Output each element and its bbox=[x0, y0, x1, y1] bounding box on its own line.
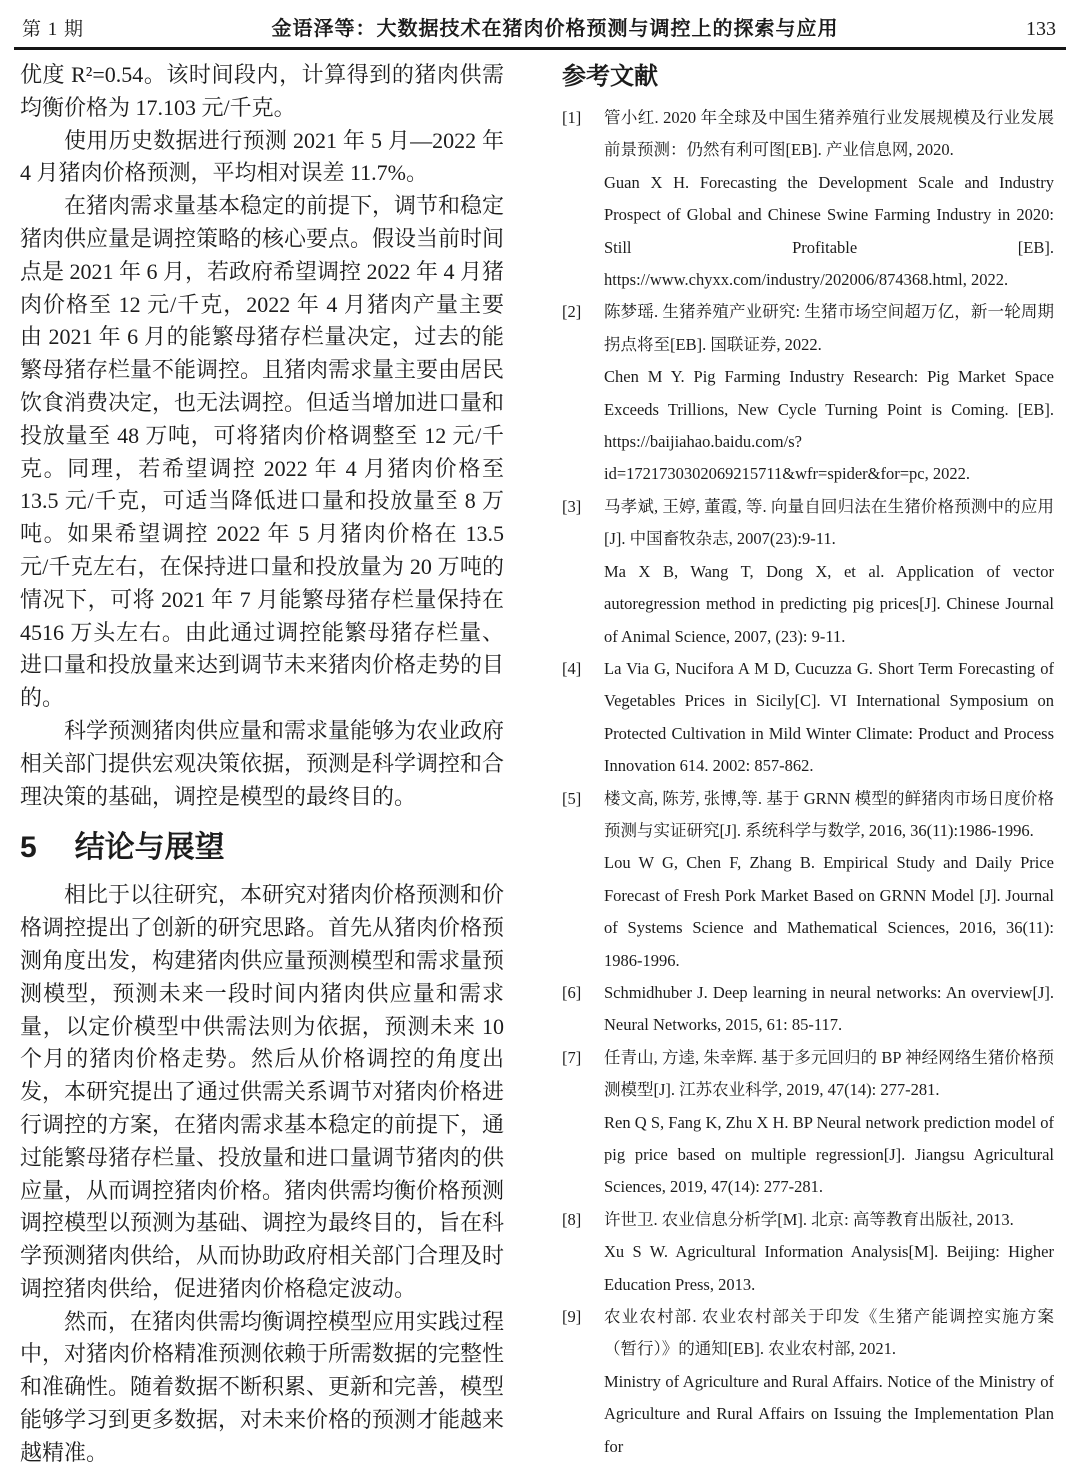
reference-body bbox=[604, 1301, 1054, 1463]
reference-item bbox=[562, 491, 1054, 653]
section-heading bbox=[20, 828, 504, 868]
references-heading: 参考文献 bbox=[562, 63, 658, 90]
reference-text-zh: 许世卫. 农业信息分析学[M]. 北京: 高等教育出版社, 2013. bbox=[604, 1209, 1014, 1229]
reference-number: [9] bbox=[562, 1307, 582, 1327]
reference-item bbox=[562, 102, 1054, 296]
reference-body bbox=[604, 653, 1054, 783]
page-number: 133 bbox=[1026, 18, 1056, 40]
running-title: 金语泽等：大数据技术在猪肉价格预测与调控上的探索与应用 bbox=[271, 18, 839, 40]
reference-body bbox=[604, 296, 1054, 490]
reference-text-zh: 管小红. 2020 年全球及中国生猪养殖行业发展规模及行业发展前景预测：仍然有利可图[EB]. 产业信息网, 2020. bbox=[604, 108, 1054, 160]
reference-text-zh: 马孝斌, 王婷, 董霞, 等. 向量自回归法在生猪价格预测中的应用[J]. 中国畜牧杂志, 2007(23):9-11. bbox=[604, 496, 1054, 549]
reference-text-en: Xu S W. Agricultural Information Analysis[M]. Beijing: Higher Education Press, 2013. bbox=[604, 1242, 1054, 1294]
reference-text-en: Ma X B, Wang T, Dong X, et al. Application of vector autoregression method in predicting pig prices[J]. Chinese Journal of Animal Science, 2007, (23): 9-11. bbox=[604, 561, 1054, 646]
reference-text-en: La Via G, Nucifora A M D, Cucuzza G. Short Term Forecasting of Vegetables Prices in Sicily[C]. VI International Symposium on Protected Cultivation in Mild Winter Climate: Product and Process Innovation 614. 2002: 857-862. bbox=[604, 658, 1054, 776]
reference-item bbox=[562, 977, 1054, 1042]
reference-text-en: Chen M Y. Pig Farming Industry Research: Pig Market Space Exceeds Trillions, New Cycle Turning Point is Coming. [EB]. https://baijiahao.baidu.com/s?id=1721730302069215711&wfr=spider&for=pc, 2022. bbox=[604, 367, 1054, 484]
reference-item bbox=[562, 783, 1054, 977]
reference-item bbox=[562, 1204, 1054, 1301]
body-paragraph: 优度 R²=0.54。该时间段内，计算得到的猪肉供需均衡价格为 17.103 元/千克。 bbox=[20, 62, 504, 120]
reference-number: [4] bbox=[562, 658, 582, 678]
reference-number: [6] bbox=[562, 982, 582, 1002]
section-title: 结论与展望 bbox=[74, 831, 225, 865]
reference-item bbox=[562, 1301, 1054, 1463]
reference-text-zh: 农业农村部. 农业农村部关于印发《生猪产能调控实施方案（暂行）》的通知[EB]. 农业农村部, 2021. bbox=[604, 1307, 1054, 1359]
reference-body bbox=[604, 1204, 1054, 1301]
body-paragraph: 使用历史数据进行预测 2021 年 5 月—2022 年 4 月猪肉价格预测，平均相对误差 11.7%。 bbox=[20, 127, 504, 186]
reference-body bbox=[604, 491, 1054, 653]
reference-text-zh: 陈梦瑶. 生猪养殖产业研究: 生猪市场空间超万亿，新一轮周期拐点将至[EB]. 国联证券, 2022. bbox=[604, 302, 1054, 354]
reference-number: [5] bbox=[562, 788, 582, 808]
reference-number: [1] bbox=[562, 108, 582, 127]
body-paragraph: 然而，在猪肉供需均衡调控模型应用实践过程中，对猪肉价格精准预测依赖于所需数据的完整性和准确性。随着数据不断积累、更新和完善，模型能够学习到更多数据，对未来价格的预测才能越来越精准。 bbox=[20, 1308, 505, 1465]
reference-text-zh: 楼文高, 陈芳, 张博,等. 基于 GRNN 模型的鲜猪肉市场日度价格预测与实证研究[J]. 系统科学与数学, 2016, 36(11):1986-1996. bbox=[604, 788, 1054, 840]
left-column bbox=[20, 59, 504, 1470]
reference-number: [2] bbox=[562, 302, 582, 322]
reference-text-en: Lou W G, Chen F, Zhang B. Empirical Study and Daily Price Forecast of Fresh Pork Market Based on GRNN Model [J]. Journal of Systems Science and Mathematical Sciences, 2016, 36(11): 1986-1996. bbox=[604, 853, 1054, 970]
reference-body bbox=[604, 1042, 1054, 1204]
reference-item bbox=[562, 1042, 1054, 1204]
reference-number: [8] bbox=[562, 1209, 582, 1229]
reference-text-en: Guan X H. Forecasting the Development Scale and Industry Prospect of Global and Chinese Swine Farming Industry in 2020: Still Profitable [EB]. https://www.chyxx.com/industry/202006/874368.html, 2022. bbox=[604, 172, 1054, 290]
reference-number: [3] bbox=[562, 496, 582, 516]
reference-body bbox=[604, 977, 1054, 1042]
section-number: 5 bbox=[20, 831, 37, 865]
body-paragraph: 相比于以往研究，本研究对猪肉价格预测和价格调控提出了创新的研究思路。首先从猪肉价格预测角度出发，构建猪肉供应量预测模型和需求量预测模型，预测未来一段时间内猪肉供应量和需求量，以定价模型中供需法则为依据，预测未来 10 个月的猪肉价格走势。然后从价格调控的角度出发，本研究提出了通过供需关系调节对猪肉价格进行调控的方案，在猪肉需求基本稳定的前提下，通过能繁母猪存栏量、投放量和进口量调节猪肉的供应量，从而调控猪肉价格。猪肉供需均衡价格预测调控模型以预测为基础、调控为最终目的，旨在科学预测猪肉供给，从而协助政府相关部门合理及时调控猪肉供给，促进猪肉价格稳定波动。 bbox=[20, 882, 505, 1301]
reference-text-en: Schmidhuber J. Deep learning in neural networks: An overview[J]. Neural Networks, 2015, 61: 85-117. bbox=[604, 982, 1054, 1035]
reference-item bbox=[562, 653, 1054, 783]
body-paragraph: 科学预测猪肉供应量和需求量能够为农业政府相关部门提供宏观决策依据，预测是科学调控和合理决策的基础，调控是模型的最终目的。 bbox=[20, 717, 505, 809]
body-paragraph: 在猪肉需求量基本稳定的前提下，调节和稳定猪肉供应量是调控策略的核心要点。假设当前时间点是 2021 年 6 月，若政府希望调控 2022 年 4 月猪肉价格至 12 元/千克，2022 年 4 月猪肉产量主要由 2021 年 6 月的能繁母猪存栏量决定，过去的能繁母猪存栏量不能调控。且猪肉需求量主要由居民饮食消费决定，也无法调控。但适当增加进口量和投放量至 48 万吨，可将猪肉价格调整至 12 元/千克。同理，若希望调控 2022 年 4 月猪肉价格至 13.5 元/千克，可适当降低进口量和投放量至 8 万吨。如果希望调控 2022 年 5 月猪肉价格在 13.5 元/千克左右，在保持进口量和投放量为 20 万吨的情况下，可将 2021 年 7 月能繁母猪存栏量保持在 4516 万头左右。由此通过调控能繁母猪存栏量、进口量和投放量来达到调节未来猪肉价格走势的目的。 bbox=[20, 193, 505, 711]
reference-body bbox=[604, 102, 1054, 296]
references-column bbox=[562, 59, 1054, 1470]
reference-body bbox=[604, 783, 1054, 977]
reference-number: [7] bbox=[562, 1047, 582, 1067]
journal-header bbox=[0, 0, 1080, 45]
issue-label: 第 1 期 bbox=[22, 19, 85, 40]
reference-text-zh: 任青山, 方逵, 朱幸辉. 基于多元回归的 BP 神经网络生猪价格预测模型[J]. 江苏农业科学, 2019, 47(14): 277-281. bbox=[604, 1047, 1054, 1100]
reference-item bbox=[562, 296, 1054, 490]
reference-text-en: Ren Q S, Fang K, Zhu X H. BP Neural network prediction model of pig price based on multiple regression[J]. Jiangsu Agricultural Sciences, 2019, 47(14): 277-281. bbox=[604, 1112, 1054, 1197]
reference-text-en: Ministry of Agriculture and Rural Affairs. Notice of the Ministry of Agriculture and Rural Affairs on Issuing the Implementation Plan for bbox=[604, 1371, 1054, 1456]
two-column-body bbox=[0, 50, 1080, 1470]
